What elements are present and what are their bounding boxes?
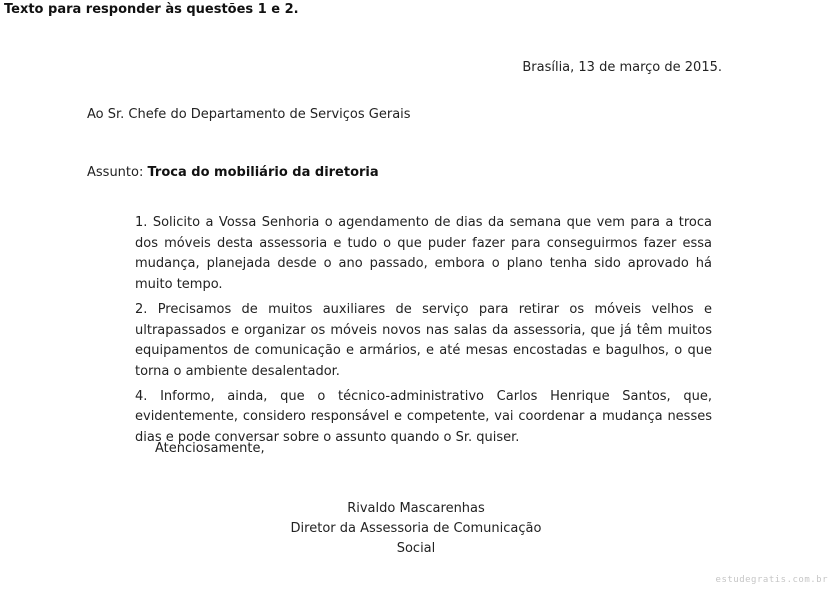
letter-date: Brasília, 13 de março de 2015. — [522, 60, 722, 75]
letter-body — [135, 213, 712, 453]
letter-recipient: Ao Sr. Chefe do Departamento de Serviços Gerais — [87, 107, 411, 122]
site-watermark: estudegratis.com.br — [715, 575, 828, 585]
letter-paragraph-3: 4. Informo, ainda, que o técnico-administrativo Carlos Henrique Santos, que, evidentemente, considero responsável e competente, vai coordenar a mudança nesses dias e pode conversar sobre o assunto quando o Sr. quiser. — [135, 388, 712, 446]
page-heading: Texto para responder às questões 1 e 2. — [4, 2, 299, 17]
letter-subject — [87, 165, 379, 180]
signature-title: Diretor da Assessoria de Comunicação Social — [290, 521, 542, 556]
signature-name: Rivaldo Mascarenhas — [347, 501, 485, 516]
letter-closing: Atenciosamente, — [155, 441, 265, 456]
letter-paragraph-1: 1. Solicito a Vossa Senhoria o agendamento de dias da semana que vem para a troca dos móveis desta assessoria e tudo o que puder fazer para conseguirmos fazer essa mudança, planejada desde o ano passado, embora o plano tenha sido aprovado há muito tempo. — [135, 215, 712, 293]
letter-paragraph-2: 2. Precisamos de muitos auxiliares de serviço para retirar os móveis velhos e ultrapassados e organizar os móveis novos nas salas da assessoria, que já têm muitos equipamentos de comunicação e armários, e até mesas encostadas e bagulhos, o que torna o ambiente desalentador. — [135, 301, 712, 379]
subject-text: Troca do mobiliário da diretoria — [147, 165, 379, 180]
subject-label: Assunto: — [87, 165, 148, 180]
letter-signature — [277, 499, 555, 559]
